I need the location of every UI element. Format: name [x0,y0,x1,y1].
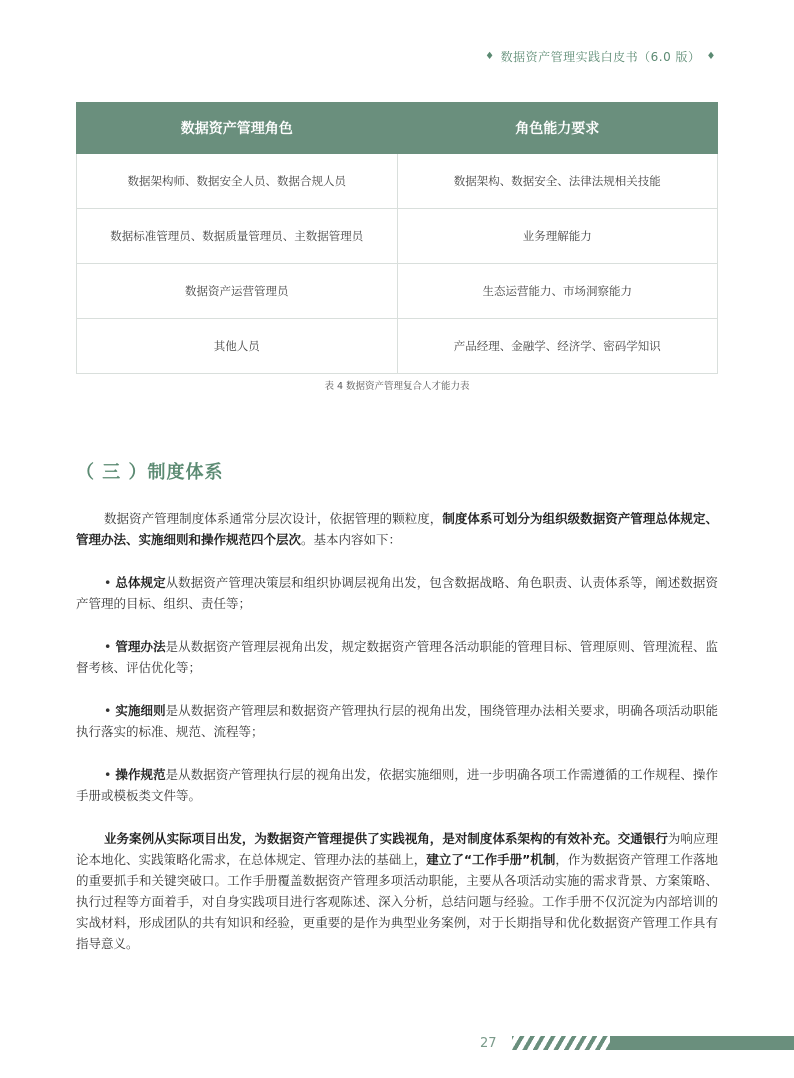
bullet-text: 是从数据资产管理层视角出发，规定数据资产管理各活动职能的管理目标、管理原则、管理流程、监督考核、评估优化等； [76,639,718,675]
table-header-capability: 角色能力要求 [397,103,718,154]
table-cell-role: 数据标准管理员、数据质量管理员、主数据管理员 [77,209,398,264]
bullet-text: 从数据资产管理决策层和组织协调层视角出发，包含数据战略、角色职责、认责体系等，阐述数据资产管理的目标、组织、责任等； [76,575,718,611]
table-row [77,209,718,264]
table-cell-capability: 生态运营能力、市场洞察能力 [397,264,718,319]
case-text-detail: ，作为数据资产管理工作落地的重要抓手和关键突破口。工作手册覆盖数据资产管理多项活动职能，主要从各项活动实施的需求背景、方案策略、执行过程等方面着手，对自身实践项目进行客观陈述、深入分析，总结问题与经验。工作手册不仅沉淀为内部培训的实战材料，形成团队的共有知识和经验，更重要的是作为典型业务案例，对于长期指导和优化数据资产管理工作具有指导意义。 [76,852,718,951]
table-cell-role: 数据架构师、数据安全人员、数据合规人员 [77,154,398,209]
page-number: 27 [480,1036,497,1051]
running-header [485,48,716,65]
intro-tail: 。基本内容如下： [301,532,402,547]
bullet-icon: • [104,639,112,654]
table-cell-capability: 产品经理、金融学、经济学、密码学知识 [397,319,718,374]
bullet-icon: • [104,767,112,782]
roles-table [76,102,718,374]
bullet-paragraph [76,636,718,678]
bullet-term: 管理办法 [115,639,166,654]
bullet-text: 是从数据资产管理执行层的视角出发，依据实施细则，进一步明确各项工作需遵循的工作规程、操作手册或模板类文件等。 [76,767,718,803]
bullet-icon: • [104,703,112,718]
diamond-right-icon: ♦ [706,51,716,62]
footer-bar [610,1036,794,1050]
table-row [77,319,718,374]
intro-text: 数据资产管理制度体系通常分层次设计，依据管理的颗粒度， [104,511,443,526]
case-emphasis-mechanism: 建立了“工作手册”机制 [426,852,556,867]
bullet-term: 实施细则 [115,703,166,718]
case-emphasis: 业务案例从实际项目出发，为数据资产管理提供了实践视角，是对制度体系架构的有效补充。交通银行 [104,831,668,846]
table-cell-capability: 数据架构、数据安全、法律法规相关技能 [397,154,718,209]
bullet-term: 操作规范 [115,767,166,782]
case-paragraph [76,828,718,954]
table-row [77,264,718,319]
diamond-left-icon: ♦ [485,51,495,62]
table-header-row [77,103,718,154]
bullet-paragraph [76,700,718,742]
table-caption: 表 4 数据资产管理复合人才能力表 [324,381,470,392]
table-header-role: 数据资产管理角色 [77,103,398,154]
intro-paragraph [76,508,718,550]
table-cell-role: 其他人员 [77,319,398,374]
bullet-text: 是从数据资产管理层和数据资产管理执行层的视角出发，围绕管理办法相关要求，明确各项活动职能执行落实的标准、规范、流程等； [76,703,718,739]
table-row [77,154,718,209]
section-heading: （ 三 ）制度体系 [76,462,224,483]
case-text: 为响应理论本地化、实践策略化需求，在总体规定、管理办法的基础上， [76,831,718,867]
footer-stripe-decoration [512,1036,610,1050]
bullet-paragraph [76,572,718,614]
bullet-term: 总体规定 [115,575,166,590]
table-cell-role: 数据资产运营管理员 [77,264,398,319]
intro-emphasis: 制度体系可划分为组织级数据资产管理总体规定、管理办法、实施细则和操作规范四个层次 [76,511,718,547]
document-title: 数据资产管理实践白皮书（6.0 版） [500,50,701,64]
bullet-paragraph [76,764,718,806]
table-cell-capability: 业务理解能力 [397,209,718,264]
bullet-icon: • [104,575,112,590]
